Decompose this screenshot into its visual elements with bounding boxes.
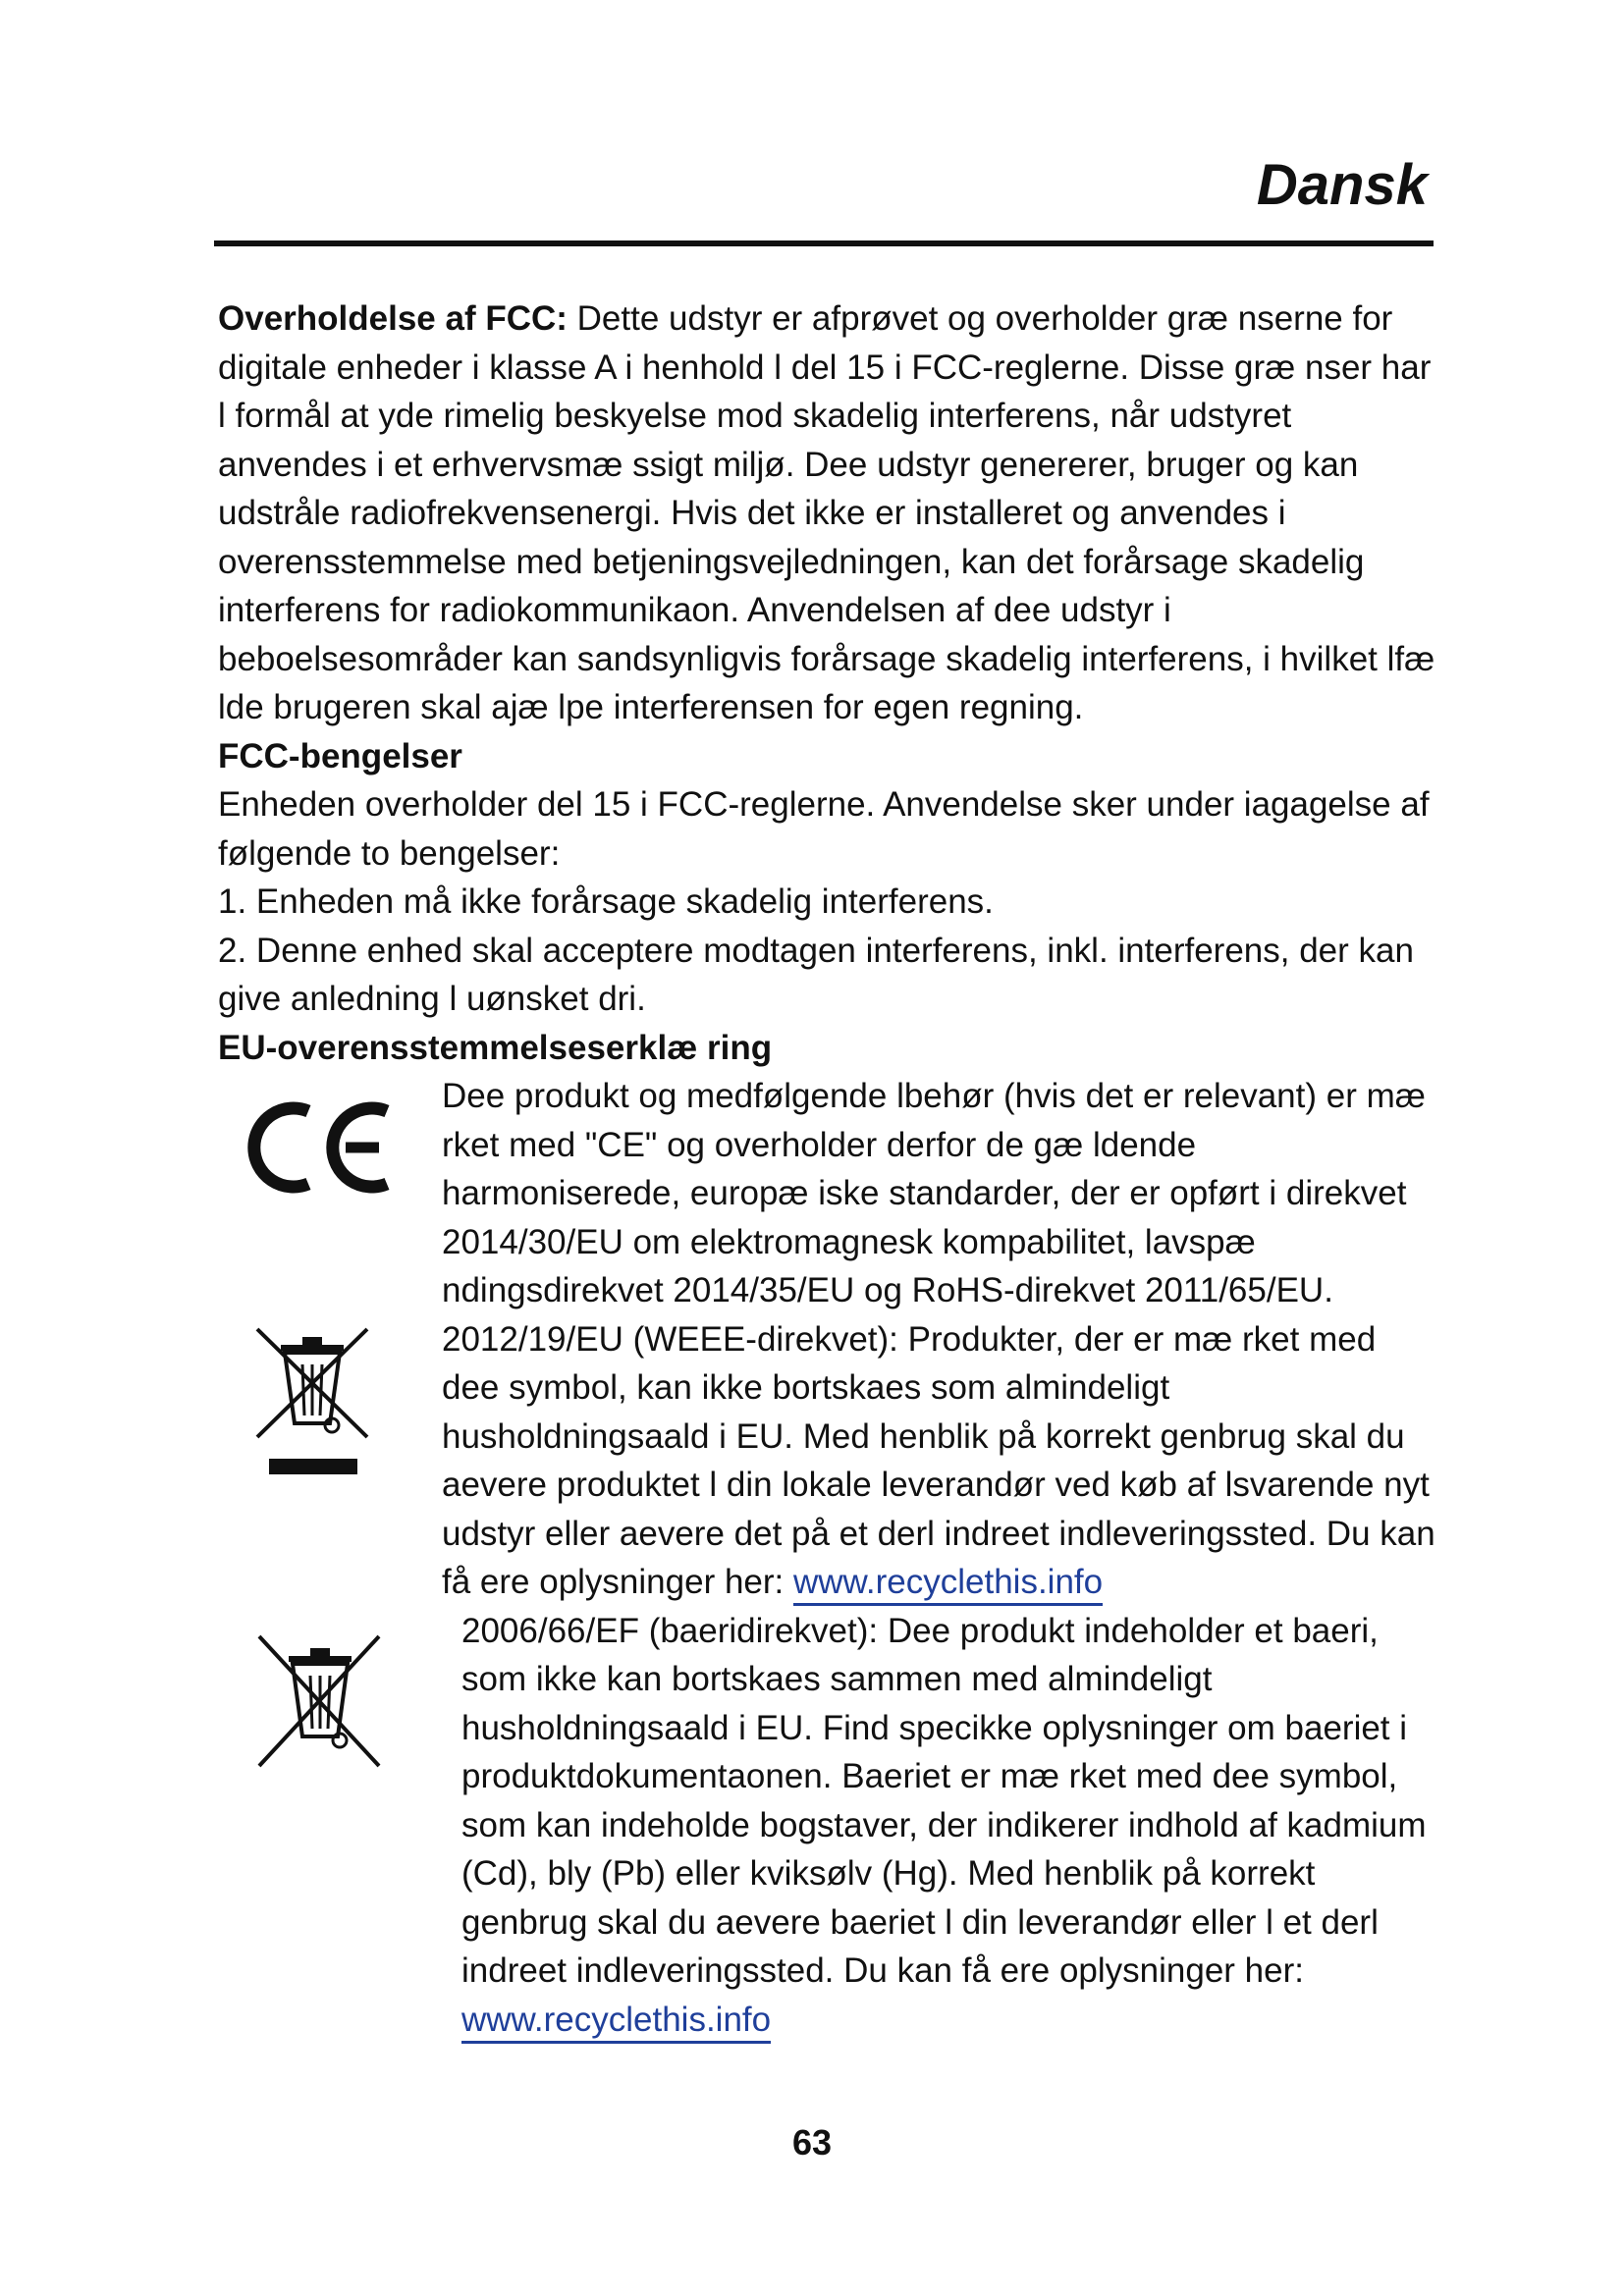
fcc-condition-1: 1. Enheden må ikke forårsage skadelig interferens. [218, 882, 994, 921]
weee-text: 2012/19/EU (WEEE-direkvet): Produkter, der er mæ rket med dee symbol, kan ikke bortskaes som almindeligt husholdningsaald i EU. Med henblik på korrekt genbrug skal du aevere produktet l din lokale leverandør ved køb af lsvarende nyt udstyr eller aevere det på et derl indreet indleveringssted. Du kan få ere oplysninger her: [442, 1319, 1435, 1601]
page-language-title: Dansk [1256, 153, 1428, 217]
weee-link[interactable]: www.recyclethis.info [793, 1563, 1103, 1606]
page-number: 63 [791, 2122, 833, 2163]
battery-section [218, 1607, 1435, 2045]
battery-bin-icon [251, 1629, 389, 1776]
weee-bin-icon [244, 1321, 381, 1478]
ce-mark-icon [240, 1094, 406, 1201]
fcc-conditions-intro: Enheden overholder del 15 i FCC-reglerne. Anvendelse sker under iagagelse af følgende to bengelser: [218, 785, 1430, 873]
fcc-compliance-label: Overholdelse af FCC: [218, 299, 568, 338]
weee-paragraph [218, 1315, 1435, 1607]
page-content [218, 294, 1435, 2044]
fcc-conditions-heading: FCC-bengelser [218, 736, 462, 775]
battery-link[interactable]: www.recyclethis.info [461, 2001, 771, 2044]
ce-paragraph: Dee produkt og medfølgende lbehør (hvis det er relevant) er mæ rket med "CE" og overholder derfor de gæ ldende harmoniserede, europæ iske standarder, der er opført i direkvet 2014/30/EU om elektromagnesk kompabilitet, lavspæ ndingsdirekvet 2014/35/EU og RoHS-direkvet 2011/65/EU. [442, 1077, 1426, 1309]
battery-text: 2006/66/EF (baeridirekvet): Dee produkt indeholder et baeri, som ikke kan bortskaes sammen med almindeligt husholdningsaald i EU. Find specikke oplysninger om baeriet i produktdokumentaonen. Baeriet er mæ rket med dee symbol, som kan indeholde bogstaver, der indikerer indhold af kadmium (Cd), bly (Pb) eller kviksølv (Hg). Med henblik på korrekt genbrug skal du aevere baeriet l din leverandør eller l et derl indreet indleveringssted. Du kan få ere oplysninger her: [461, 1611, 1427, 1990]
eu-declaration-heading: EU-overensstemmelseserklæ ring [218, 1028, 773, 1067]
header-divider [214, 240, 1434, 246]
fcc-compliance-paragraph [218, 294, 1435, 732]
fcc-compliance-text: Dette udstyr er afprøvet og overholder græ nserne for digitale enheder i klasse A i henhold l del 15 i FCC-reglerne. Disse græ nser har l formål at yde rimelig beskyelse mod skadelig interferens, når udstyret anvendes i et erhvervsmæ ssigt miljø. Dee udstyr genererer, bruger og kan udstråle radiofrekvensenergi. Hvis det ikke er installeret og anvendes i overensstemmelse med betjeningsvejledningen, kan det forårsage skadelig interferens for radiokommunikaon. Anvendelsen af dee udstyr i beboelsesområder kan sandsynligvis forårsage skadelig interferens, i hvilket lfæ lde brugeren skal ajæ lpe interferensen for egen regning. [218, 299, 1435, 726]
ce-section [218, 1072, 1435, 1315]
battery-paragraph [218, 1607, 1435, 2045]
fcc-condition-2: 2. Denne enhed skal acceptere modtagen interferens, inkl. interferens, der kan give anledning l uønsket dri. [218, 931, 1414, 1018]
weee-section [218, 1315, 1435, 1607]
